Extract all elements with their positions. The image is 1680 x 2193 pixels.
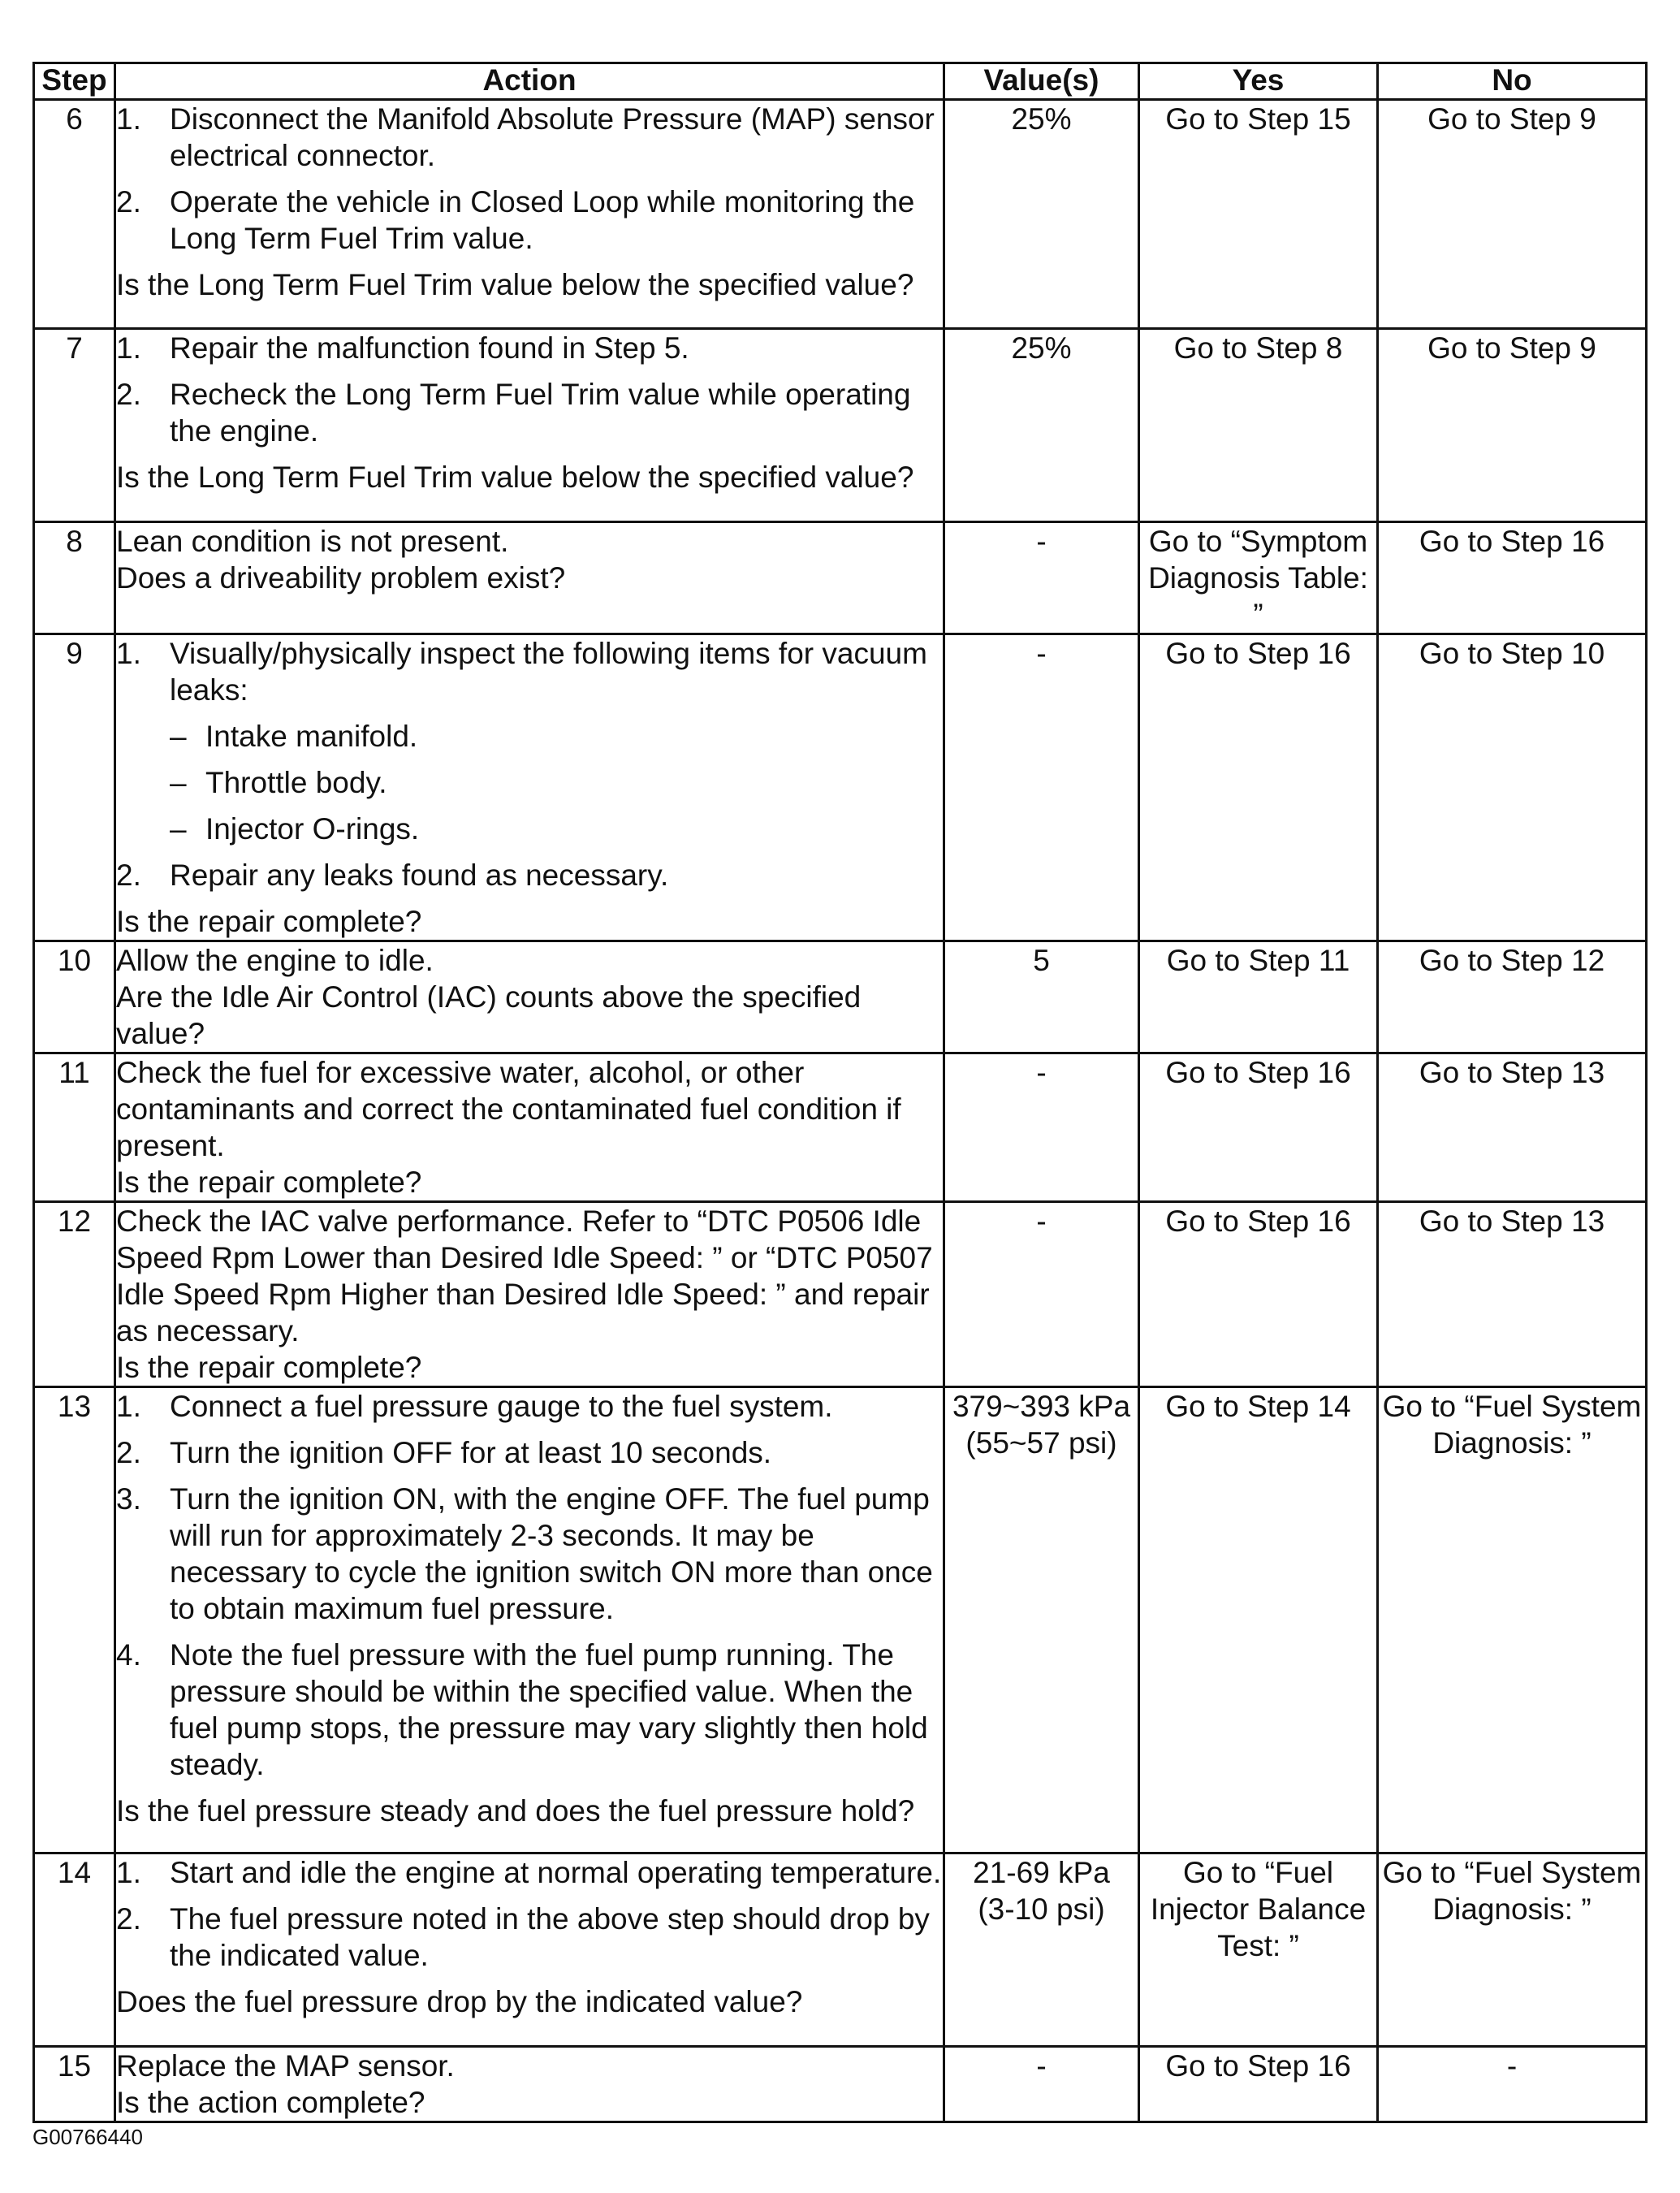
step-text: Start and idle the engine at normal operating temperature. xyxy=(170,1856,942,1889)
step-text: Recheck the Long Term Fuel Trim value while operating the engine. xyxy=(170,378,911,448)
no-result: Go to Step 13 xyxy=(1378,1053,1647,1202)
step-index: 1. xyxy=(116,1856,141,1889)
no-result: Go to Step 13 xyxy=(1378,1202,1647,1387)
action-steps xyxy=(116,1854,943,1974)
action-steps xyxy=(116,1388,943,1783)
action-cell xyxy=(115,941,944,1053)
yes-result: Go to “Fuel Injector Balance Test: ” xyxy=(1139,1853,1378,2047)
action-step xyxy=(116,1434,943,1471)
yes-result: Go to Step 14 xyxy=(1139,1387,1378,1853)
yes-result: Go to Step 16 xyxy=(1139,1053,1378,1202)
step-text: Turn the ignition OFF for at least 10 seconds. xyxy=(170,1436,772,1469)
header-values: Value(s) xyxy=(944,63,1139,100)
step-text: Repair any leaks found as necessary. xyxy=(170,859,669,892)
dash-bullet: – xyxy=(170,812,187,846)
action-cell xyxy=(115,2047,944,2122)
inspection-item xyxy=(170,811,943,847)
spec-value: - xyxy=(944,1202,1139,1387)
yes-result: Go to “Symptom Diagnosis Table: ” xyxy=(1139,522,1378,634)
step-number: 14 xyxy=(34,1853,115,2047)
step-index: 3. xyxy=(116,1482,141,1516)
table-row xyxy=(34,522,1647,634)
no-result: Go to Step 16 xyxy=(1378,522,1647,634)
action-cell xyxy=(115,1202,944,1387)
action-steps xyxy=(116,101,943,257)
step-index: 1. xyxy=(116,331,141,365)
header-no: No xyxy=(1378,63,1647,100)
dash-bullet: – xyxy=(170,766,187,799)
action-cell xyxy=(115,522,944,634)
spec-value: - xyxy=(944,522,1139,634)
figure-id: G00766440 xyxy=(32,2125,143,2149)
no-result: Go to “Fuel System Diagnosis: ” xyxy=(1378,1853,1647,2047)
action-text: Replace the MAP sensor. Is the action complete? xyxy=(116,2049,455,2119)
action-cell xyxy=(115,1053,944,1202)
step-index: 2. xyxy=(116,378,141,411)
yes-result: Go to Step 8 xyxy=(1139,329,1378,522)
step-question: Is the Long Term Fuel Trim value below the specified value? xyxy=(116,461,914,494)
step-text: Connect a fuel pressure gauge to the fuel system. xyxy=(170,1390,833,1423)
step-text: Disconnect the Manifold Absolute Pressure (MAP) sensor electrical connector. xyxy=(170,102,935,172)
diagnostic-table xyxy=(32,62,1648,2123)
table-row xyxy=(34,1202,1647,1387)
step-number: 10 xyxy=(34,941,115,1053)
step-text: Visually/physically inspect the following items for vacuum leaks: xyxy=(170,637,927,707)
step-question: Is the fuel pressure steady and does the fuel pressure hold? xyxy=(116,1794,915,1828)
inspection-item xyxy=(170,764,943,801)
action-step xyxy=(116,1901,943,1974)
header-yes: Yes xyxy=(1139,63,1378,100)
action-step xyxy=(116,330,943,366)
action-cell xyxy=(115,634,944,941)
inspection-item-text: Throttle body. xyxy=(205,766,387,799)
step-index: 4. xyxy=(116,1638,141,1672)
step-text: Turn the ignition ON, with the engine OFF. The fuel pump will run for approximately 2-3 seconds. It may be necessary to cycle the ignition switch ON more than once to obtain maximum fuel pressure. xyxy=(170,1482,933,1625)
action-steps xyxy=(116,330,943,449)
header-step: Step xyxy=(34,63,115,100)
inspection-item-text: Intake manifold. xyxy=(205,720,418,753)
no-result: Go to Step 9 xyxy=(1378,329,1647,522)
step-question: Is the repair complete? xyxy=(116,905,422,938)
step-index: 1. xyxy=(116,102,141,136)
step-question: Does the fuel pressure drop by the indicated value? xyxy=(116,1985,803,2018)
spec-value: 379~393 kPa (55~57 psi) xyxy=(944,1387,1139,1853)
spec-value: - xyxy=(944,1053,1139,1202)
step-text: Note the fuel pressure with the fuel pump running. The pressure should be within the specified value. When the fuel pump stops, the pressure may vary slightly then hold steady. xyxy=(170,1638,928,1781)
no-result: Go to “Fuel System Diagnosis: ” xyxy=(1378,1387,1647,1853)
table-row xyxy=(34,1387,1647,1853)
action-step xyxy=(116,184,943,257)
spec-value: 5 xyxy=(944,941,1139,1053)
action-step xyxy=(116,857,943,893)
step-number: 11 xyxy=(34,1053,115,1202)
action-text: Check the IAC valve performance. Refer to “DTC P0506 Idle Speed Rpm Lower than Desired Idle Speed: ” or “DTC P0507 Idle Speed Rpm Higher than Desired Idle Speed: ” and repair as necessary. Is the repair complete? xyxy=(116,1205,933,1384)
step-number: 8 xyxy=(34,522,115,634)
step-number: 12 xyxy=(34,1202,115,1387)
yes-result: Go to Step 11 xyxy=(1139,941,1378,1053)
action-step xyxy=(116,635,943,847)
step-text: The fuel pressure noted in the above step should drop by the indicated value. xyxy=(170,1902,930,1972)
table-row xyxy=(34,634,1647,941)
yes-result: Go to Step 16 xyxy=(1139,634,1378,941)
action-cell xyxy=(115,329,944,522)
no-result: Go to Step 12 xyxy=(1378,941,1647,1053)
step-number: 13 xyxy=(34,1387,115,1853)
step-number: 7 xyxy=(34,329,115,522)
action-cell xyxy=(115,100,944,329)
no-result: - xyxy=(1378,2047,1647,2122)
action-step xyxy=(116,1388,943,1425)
inspection-item-text: Injector O-rings. xyxy=(205,812,420,846)
table-row xyxy=(34,941,1647,1053)
step-index: 2. xyxy=(116,1902,141,1936)
table-row xyxy=(34,329,1647,522)
step-index: 2. xyxy=(116,1436,141,1469)
spec-value: - xyxy=(944,2047,1139,2122)
action-text: Allow the engine to idle. Are the Idle Air Control (IAC) counts above the specified value? xyxy=(116,944,862,1050)
action-text: Lean condition is not present. Does a driveability problem exist? xyxy=(116,525,566,595)
action-steps xyxy=(116,635,943,893)
table-row xyxy=(34,100,1647,329)
action-step xyxy=(116,1854,943,1891)
action-step xyxy=(116,376,943,449)
spec-value: 25% xyxy=(944,100,1139,329)
spec-value: - xyxy=(944,634,1139,941)
yes-result: Go to Step 16 xyxy=(1139,2047,1378,2122)
spec-value: 21-69 kPa (3-10 psi) xyxy=(944,1853,1139,2047)
header-row xyxy=(34,63,1647,100)
step-index: 2. xyxy=(116,859,141,892)
table-row xyxy=(34,1053,1647,1202)
step-number: 9 xyxy=(34,634,115,941)
table-body xyxy=(34,100,1647,2122)
action-step xyxy=(116,1637,943,1783)
inspection-item xyxy=(170,718,943,755)
step-text: Operate the vehicle in Closed Loop while monitoring the Long Term Fuel Trim value. xyxy=(170,185,915,255)
action-step xyxy=(116,101,943,174)
inspection-items xyxy=(170,718,943,847)
step-number: 6 xyxy=(34,100,115,329)
step-index: 2. xyxy=(116,185,141,218)
table-row xyxy=(34,2047,1647,2122)
dash-bullet: – xyxy=(170,720,187,753)
no-result: Go to Step 9 xyxy=(1378,100,1647,329)
step-index: 1. xyxy=(116,637,141,670)
action-step xyxy=(116,1481,943,1627)
spec-value: 25% xyxy=(944,329,1139,522)
action-cell xyxy=(115,1853,944,2047)
no-result: Go to Step 10 xyxy=(1378,634,1647,941)
step-index: 1. xyxy=(116,1390,141,1423)
action-text: Check the fuel for excessive water, alcohol, or other contaminants and correct the contaminated fuel condition if present. Is the repair complete? xyxy=(116,1056,901,1199)
yes-result: Go to Step 16 xyxy=(1139,1202,1378,1387)
step-text: Repair the malfunction found in Step 5. xyxy=(170,331,689,365)
step-number: 15 xyxy=(34,2047,115,2122)
step-question: Is the Long Term Fuel Trim value below the specified value? xyxy=(116,268,914,301)
yes-result: Go to Step 15 xyxy=(1139,100,1378,329)
action-cell xyxy=(115,1387,944,1853)
table-row xyxy=(34,1853,1647,2047)
header-action: Action xyxy=(115,63,944,100)
